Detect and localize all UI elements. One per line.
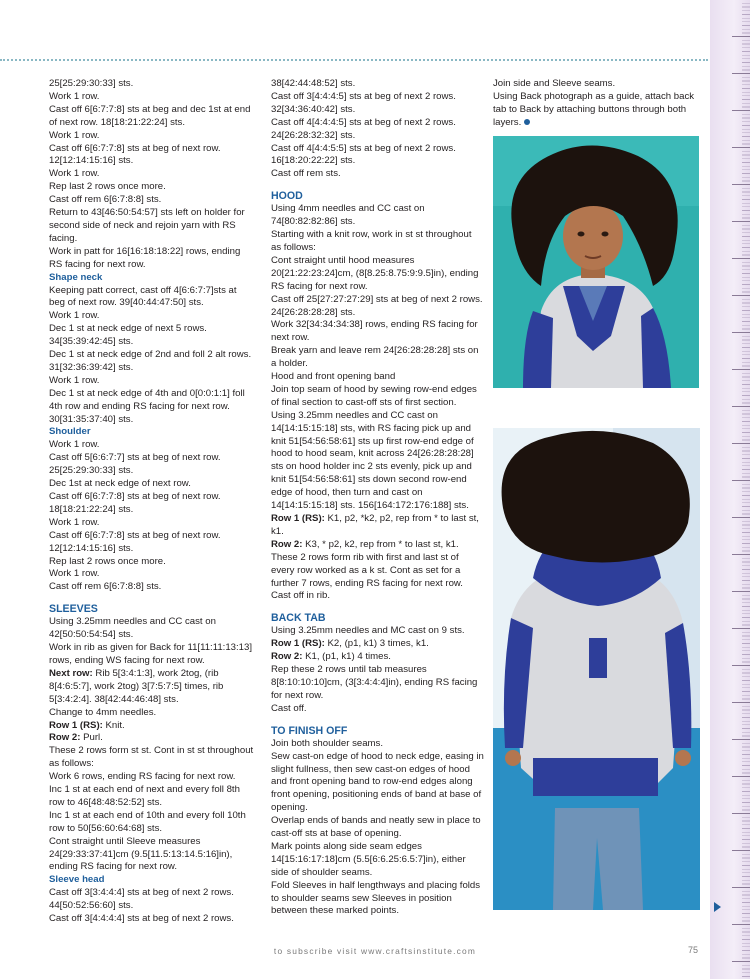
body-line: Hood and front opening band: [271, 371, 396, 383]
body-line: Work 1 row.: [49, 568, 100, 580]
body-line: Cast off 3[4:4:4:4] sts at beg of next 2 rows.: [49, 913, 234, 925]
body-line: Rep last 2 rows once more.: [49, 555, 166, 567]
body-line: Work 1 row.: [49, 374, 100, 386]
row-label: Row 2:: [49, 732, 81, 744]
row-1-instruction: [49, 720, 254, 733]
body-line: Cast off 3[4:4:4:5] sts at beg of next 2 rows. 32[34:36:40:42] sts.: [271, 90, 456, 115]
body-line: Rep these 2 rows until tab measures 8[8:10:10:10]cm, (3[3:4:4:4]in), ending RS facing for next row.: [271, 664, 478, 701]
body-line: Work 1 row.: [49, 90, 100, 102]
body-line: Change to 4mm needles.: [49, 706, 157, 718]
next-row-instruction: [49, 668, 254, 707]
body-line: These 2 rows form st st. Cont in st st throughout as follows:: [49, 745, 254, 770]
row-label: Row 2:: [271, 651, 303, 663]
body-line: Return to 43[46:50:54:57] sts left on holder for second side of neck and rejoin yarn with RS facing.: [49, 207, 245, 244]
body-line: Fold Sleeves in half lengthways and placing folds to shoulder seams sew Sleeves in position between these marked points.: [271, 879, 481, 917]
row-text: K2, (p1, k1) 3 times, k1.: [324, 638, 429, 650]
hood-row-2-instruction: [271, 539, 484, 552]
body-line: Dec 1 st at neck edge of next 5 rows. 34[35:39:42:45] sts.: [49, 323, 207, 348]
body-line: Cast off.: [271, 702, 307, 714]
ruler-marker-icon: [714, 902, 721, 912]
body-line: Work 1 row.: [49, 168, 100, 180]
body-text: Using Back photograph as a guide, attach back tab to Back by attaching buttons through both layers.: [493, 90, 695, 128]
body-line: Sew cast-on edge of hood to neck edge, easing in slight fullness, then sew cast-on edges of hood and front opening band to row-end edges along front opening, positioning ends of band at base of opening.: [271, 750, 484, 814]
body-line: Cast off 3[3:4:4:4] sts at beg of next 2 rows. 44[50:52:56:60] sts.: [49, 887, 234, 912]
row-text: K1, (p1, k1) 4 times.: [302, 651, 391, 663]
body-line: Inc 1 st at each end of next and every foll 8th row to 46[48:48:52:52] sts.: [49, 784, 240, 808]
body-line: Mark points along side seam edges 14[15:16:17:18]cm (5.5[6:6.25:6.5:7]in), either side of shoulder seams.: [271, 840, 466, 878]
body-line: These 2 rows form rib with first and last st of every row worked as a k st. Cont as set for a further 7 rows, ending RS facing for next row.: [271, 551, 463, 589]
body-line: Join side and Sleeve seams.: [493, 78, 616, 89]
back-tab-heading: BACK TAB: [271, 612, 326, 625]
body-line: Work 6 rows, ending RS facing for next row.: [49, 771, 236, 783]
row-label: Row 2:: [271, 538, 303, 550]
shoulder-heading: Shoulder: [49, 426, 91, 438]
body-line: Work 1 row.: [49, 310, 100, 322]
body-line: Break yarn and leave rem 24[26:28:28:28] sts on a holder.: [271, 345, 479, 370]
body-line: Cast off rem 6[6:7:8:8] sts.: [49, 194, 162, 206]
to-finish-off-heading: TO FINISH OFF: [271, 724, 348, 737]
shape-neck-heading: Shape neck: [49, 271, 103, 283]
body-line: Cast off rem 6[6:7:8:8] sts.: [49, 581, 162, 593]
sleeve-head-heading: Sleeve head: [49, 874, 105, 886]
body-line: Inc 1 st at each end of 10th and every foll 10th row to 50[56:60:64:68] sts.: [49, 809, 246, 834]
row-text: K1, p2, *k2, p2, rep from * to last st, k1.: [271, 513, 479, 537]
body-line: Dec 1 st at neck edge of 4th and 0[0:0:1:1] foll 4th row and ending RS facing for next row. 30[31:35:37:40] sts.: [49, 387, 245, 425]
body-line: Work in patt for 16[16:18:18:22] rows, ending RS facing for next row.: [49, 245, 241, 270]
body-line: Cast off rem sts.: [271, 168, 341, 180]
photo-front-view: [493, 136, 699, 388]
row-text: Purl.: [80, 732, 103, 744]
next-row-text: Rib 5[3:4:1:3], work 2tog, (rib 8[4:6:5:7], work 2tog) 3[7:5:7:5] times, rib 5[3:4:2:4]. 38[42:44:46:48] sts.: [49, 667, 224, 705]
body-line: Cast off 5[6:6:7:7] sts at beg of next row. 25[25:29:30:33] sts.: [49, 452, 221, 477]
body-line: Cast off 25[27:27:27:29] sts at beg of next 2 rows. 24[26:28:28:28] sts.: [271, 293, 483, 318]
body-line: Using 3.25mm needles and CC cast on 42[50:50:54:54] sts.: [49, 616, 216, 641]
body-line: 25[25:29:30:33] sts.: [49, 78, 134, 89]
body-line: Dec 1st at neck edge of next row.: [49, 478, 191, 490]
backtab-row-2-instruction: [271, 651, 484, 664]
body-line: Cast off 6[6:7:7:8] sts at beg of next row. 12[12:14:15:16] sts.: [49, 142, 221, 167]
body-line: [493, 91, 705, 130]
page-number: 75: [688, 945, 699, 955]
sleeves-heading: SLEEVES: [49, 603, 98, 616]
column-1: [49, 78, 254, 926]
ruler-ticks: [710, 0, 750, 979]
backtab-row-1-instruction: [271, 638, 484, 651]
top-dotted-rule: [0, 59, 708, 61]
side-ruler-decoration: [710, 0, 750, 979]
hood-heading: HOOD: [271, 190, 303, 203]
row-label: Row 1 (RS):: [49, 719, 103, 731]
body-line: Dec 1 st at neck edge of 2nd and foll 2 alt rows. 31[32:36:39:42] sts.: [49, 349, 252, 373]
body-line: Overlap ends of bands and neatly sew in place to cast-off sts at base of opening.: [271, 815, 481, 840]
column-2: [271, 78, 484, 918]
body-line: Join both shoulder seams.: [271, 737, 383, 749]
body-line: Cast off in rib.: [271, 590, 331, 602]
row-label: Row 1 (RS):: [271, 513, 325, 524]
body-line: Starting with a knit row, work in st st throughout as follows:: [271, 229, 472, 253]
next-row-label: Next row:: [49, 667, 93, 679]
body-line: Rep last 2 rows once more.: [49, 181, 166, 193]
row-label: Row 1 (RS):: [271, 638, 325, 650]
body-line: Using 3.25mm needles and MC cast on 9 sts.: [271, 625, 465, 637]
footer-subscribe-text: to subscribe visit www.craftsinstitute.com: [273, 946, 477, 956]
body-line: Cont straight until hood measures 20[21:22:23:24]cm, (8[8.25:8.75:9:9.5]in), ending RS facing for next row.: [271, 254, 479, 292]
row-text: Knit.: [102, 719, 125, 731]
body-line: Keeping patt correct, cast off 4[6:6:7:7]sts at beg of next row. 39[40:44:47:50] sts.: [49, 284, 237, 309]
body-line: Work 1 row.: [49, 516, 100, 528]
body-line: Cast off 6[6:7:7:8] sts at beg of next row. 18[18:21:22:24] sts.: [49, 491, 221, 515]
body-line: Work 32[34:34:34:38] rows, ending RS facing for next row.: [271, 319, 478, 344]
body-line: Cast off 6[6:7:7:8] sts at beg and dec 1st at end of next row. 18[18:21:22:24] sts.: [49, 103, 251, 128]
body-line: Cast off 6[6:7:7:8] sts at beg of next row. 12[12:14:15:16] sts.: [49, 529, 221, 554]
child-back-illustration: [493, 428, 700, 910]
body-line: Join top seam of hood by sewing row-end edges of final section to cast-off sts of first section.: [271, 383, 477, 408]
body-line: Work in rib as given for Back for 11[11:11:13:13] rows, ending WS facing for next row.: [49, 642, 252, 666]
row-text: K3, * p2, k2, rep from * to last st, k1.: [302, 538, 459, 550]
body-line: Using 4mm needles and CC cast on 74[80:82:82:86] sts.: [271, 203, 425, 228]
body-line: Cast off 4[4:4:4:5] sts at beg of next 2 rows. 24[26:28:32:32] sts.: [271, 116, 456, 141]
hood-row-1-instruction: [271, 513, 484, 539]
body-line: Work 1 row.: [49, 439, 100, 451]
child-front-illustration: [493, 136, 699, 388]
body-line: Work 1 row.: [49, 129, 100, 141]
body-line: Cast off 4[4:4:5:5] sts at beg of next 2 rows. 16[18:20:22:22] sts.: [271, 142, 456, 167]
body-line: 38[42:44:48:52] sts.: [271, 78, 356, 89]
row-2-instruction: [49, 732, 254, 745]
body-line: Using 3.25mm needles and CC cast on 14[14:15:15:18] sts, with RS facing pick up and knit 51[54:56:58:61] sts up first row-end edge of hood to hood seam, knit across 24[26:28:28:28] sts on hood holder inc 2 sts evenly, pick up and knit 51[54:56:58:61] sts down second row-end edge of hood, then turn and cast on 14[14:15:15:18] sts. 156[164:172:176:188] sts.: [271, 409, 474, 512]
end-mark-icon: [524, 119, 530, 125]
photo-back-view: [493, 428, 700, 910]
body-line: Cont straight until Sleeve measures 24[29:33:37:41]cm (9.5[11.5:13:14.5:16]in), ending RS facing for next row.: [49, 835, 233, 873]
column-3: [493, 78, 705, 130]
